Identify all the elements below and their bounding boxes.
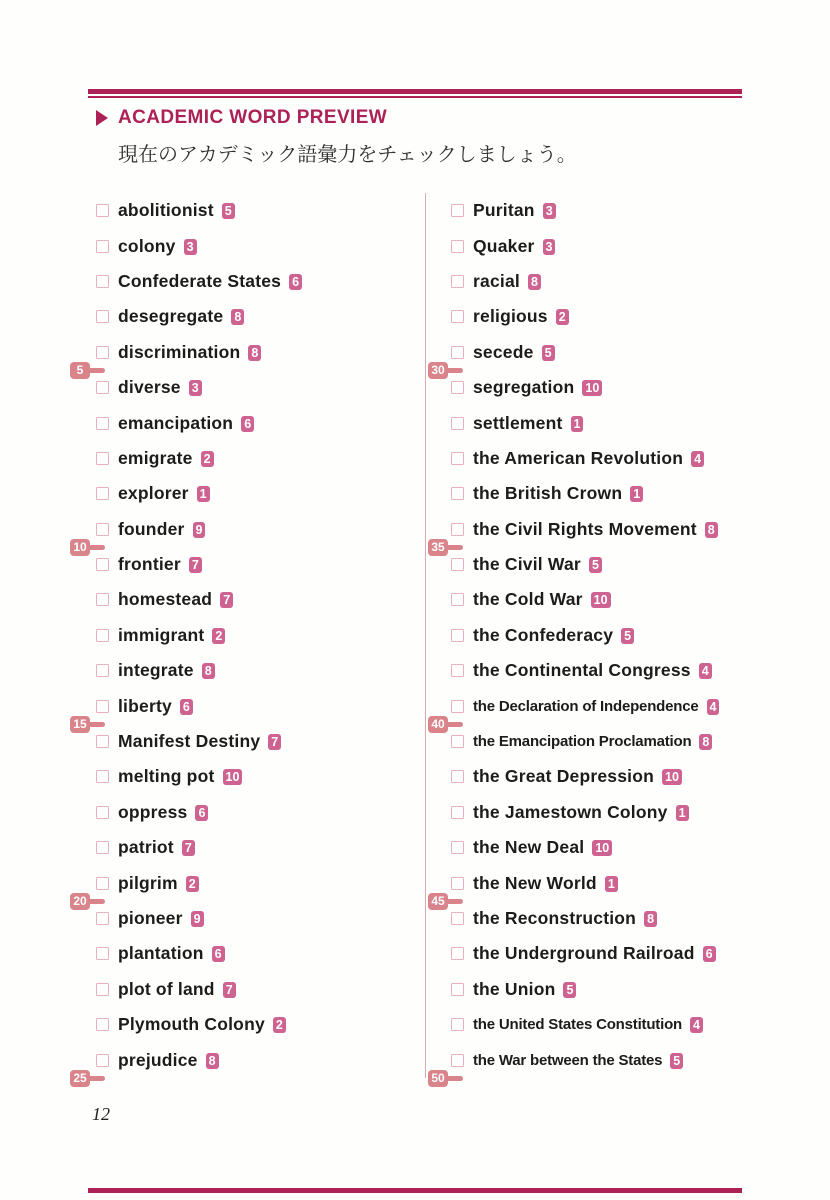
unit-number-badge: 7 (220, 592, 233, 608)
word-label: integrate (118, 660, 194, 681)
word-label: diverse (118, 377, 181, 398)
unit-number-badge: 5 (563, 982, 576, 998)
unit-number-badge: 7 (268, 734, 281, 750)
word-label: patriot (118, 837, 174, 858)
word-checkbox[interactable] (96, 983, 109, 996)
word-checkbox[interactable] (96, 417, 109, 430)
word-checkbox[interactable] (451, 381, 464, 394)
word-label: the New Deal (473, 837, 585, 858)
row-count-marker-stem (89, 899, 105, 904)
word-label: the Declaration of Independence (473, 697, 699, 715)
row-count-marker-number: 45 (428, 893, 448, 910)
unit-number-badge: 2 (186, 876, 199, 892)
row-count-marker (70, 362, 105, 379)
word-label: secede (473, 341, 534, 362)
word-list-item (73, 512, 425, 554)
word-checkbox[interactable] (96, 947, 109, 960)
word-checkbox[interactable] (451, 983, 464, 996)
word-list-item (88, 830, 425, 865)
word-list-item (426, 228, 742, 263)
word-label: abolitionist (118, 200, 214, 221)
row-count-marker-number: 10 (70, 539, 90, 556)
unit-number-badge: 2 (273, 1017, 286, 1033)
bottom-rule (88, 1188, 742, 1193)
word-list-item (426, 299, 742, 334)
word-list-item (426, 405, 742, 440)
word-label: emancipation (118, 412, 234, 433)
section-title: ACADEMIC WORD PREVIEW (118, 107, 388, 128)
row-count-marker-number: 5 (70, 362, 90, 379)
word-checkbox[interactable] (96, 381, 109, 394)
word-column-right (425, 193, 742, 1085)
section-subtitle: 現在のアカデミック語彙力をチェックしましょう。 (118, 142, 577, 166)
word-list-item (426, 972, 742, 1007)
unit-number-badge: 5 (670, 1053, 683, 1069)
word-list (73, 193, 742, 1085)
unit-number-badge: 2 (556, 309, 569, 325)
unit-number-badge: 1 (571, 416, 584, 432)
unit-number-badge: 1 (605, 876, 618, 892)
unit-number-badge: 8 (206, 1053, 219, 1069)
word-checkbox[interactable] (451, 841, 464, 854)
word-list-item (426, 512, 742, 554)
word-label: plot of land (118, 978, 215, 999)
word-checkbox[interactable] (96, 487, 109, 500)
unit-number-badge: 7 (223, 982, 236, 998)
unit-number-badge: 6 (703, 946, 716, 962)
row-count-marker (70, 893, 105, 910)
word-checkbox[interactable] (96, 310, 109, 323)
row-count-marker (70, 716, 105, 733)
word-list-item (88, 228, 425, 263)
unit-number-badge: 9 (193, 522, 206, 538)
word-label: frontier (118, 554, 181, 575)
unit-number-badge: 4 (690, 1017, 703, 1033)
row-count-marker-stem (89, 1076, 105, 1081)
word-list-item (88, 370, 425, 405)
word-label: racial (473, 270, 520, 291)
word-label: the Jamestown Colony (473, 801, 668, 822)
word-checkbox[interactable] (451, 310, 464, 323)
word-label: the Emancipation Proclamation (473, 733, 692, 751)
word-label: settlement (473, 412, 563, 433)
unit-number-badge: 10 (592, 840, 612, 856)
word-list-item (426, 830, 742, 865)
word-list-item (426, 618, 742, 653)
word-list-item (88, 653, 425, 688)
unit-number-badge: 2 (201, 451, 214, 467)
row-count-marker-number: 15 (70, 716, 90, 733)
word-list-item (73, 1042, 425, 1085)
word-list-item (426, 1042, 742, 1085)
word-label: desegregate (118, 306, 224, 327)
word-checkbox[interactable] (451, 1054, 464, 1067)
top-rule-thick-line (88, 89, 742, 94)
word-list-item (88, 1007, 425, 1042)
word-checkbox[interactable] (96, 452, 109, 465)
word-list-item (426, 547, 742, 582)
unit-number-badge: 5 (222, 203, 235, 219)
word-checkbox[interactable] (96, 877, 109, 890)
unit-number-badge: 8 (231, 309, 244, 325)
word-list-item (88, 936, 425, 971)
word-checkbox[interactable] (451, 629, 464, 642)
row-count-marker-number: 50 (428, 1070, 448, 1087)
unit-number-badge: 10 (662, 769, 682, 785)
word-list-item (426, 795, 742, 830)
word-label: immigrant (118, 624, 205, 645)
word-label: Plymouth Colony (118, 1014, 265, 1035)
row-count-marker (428, 893, 463, 910)
word-checkbox[interactable] (451, 877, 464, 890)
unit-number-badge: 8 (202, 663, 215, 679)
row-count-marker-stem (89, 722, 105, 727)
unit-number-badge: 1 (676, 805, 689, 821)
unit-number-badge: 2 (212, 628, 225, 644)
word-checkbox[interactable] (451, 487, 464, 500)
unit-number-badge: 4 (691, 451, 704, 467)
word-list-item (426, 901, 742, 936)
unit-number-badge: 6 (180, 699, 193, 715)
word-list-item (88, 405, 425, 440)
word-list-item (426, 582, 742, 617)
row-count-marker-stem (447, 368, 463, 373)
unit-number-badge: 10 (582, 380, 602, 396)
unit-number-badge: 6 (241, 416, 254, 432)
row-count-marker (428, 716, 463, 733)
word-label: homestead (118, 589, 213, 610)
word-checkbox[interactable] (451, 452, 464, 465)
row-count-marker-number: 30 (428, 362, 448, 379)
row-count-marker-stem (447, 545, 463, 550)
word-list-item (88, 901, 425, 936)
word-list-item (88, 582, 425, 617)
unit-number-badge: 5 (542, 345, 555, 361)
word-list-item (88, 795, 425, 830)
word-list-item (426, 441, 742, 476)
top-double-rule (88, 89, 742, 98)
word-label: founder (118, 518, 185, 539)
word-list-item (426, 688, 742, 731)
word-list-item (426, 936, 742, 971)
row-count-marker-stem (89, 545, 105, 550)
word-label: the American Revolution (473, 447, 684, 468)
row-count-marker (428, 539, 463, 556)
word-checkbox[interactable] (451, 912, 464, 925)
word-checkbox[interactable] (451, 806, 464, 819)
word-label: the War between the States (473, 1051, 663, 1069)
word-list-item (88, 441, 425, 476)
word-label: the Cold War (473, 589, 583, 610)
word-list-item (76, 335, 425, 377)
word-checkbox[interactable] (96, 240, 109, 253)
word-label: emigrate (118, 447, 193, 468)
word-label: the New World (473, 872, 597, 893)
word-label: Quaker (473, 235, 535, 256)
word-checkbox[interactable] (451, 593, 464, 606)
word-list-item (88, 972, 425, 1007)
word-label: the Great Depression (473, 766, 654, 787)
word-label: the Reconstruction (473, 908, 637, 928)
unit-number-badge: 4 (699, 663, 712, 679)
word-label: prejudice (118, 1049, 198, 1070)
unit-number-badge: 1 (197, 486, 210, 502)
unit-number-badge: 6 (289, 274, 302, 290)
word-label: the Union (473, 978, 556, 999)
unit-number-badge: 6 (195, 805, 208, 821)
word-label: religious (473, 306, 548, 327)
row-count-marker-stem (447, 722, 463, 727)
word-list-item (88, 547, 425, 582)
triangle-bullet-icon (96, 110, 108, 126)
word-list-item (88, 724, 425, 759)
word-list-item (88, 299, 425, 334)
word-list-item (426, 759, 742, 794)
row-count-marker (428, 1070, 463, 1087)
unit-number-badge: 5 (589, 557, 602, 573)
word-checkbox[interactable] (96, 700, 109, 713)
word-checkbox[interactable] (96, 664, 109, 677)
word-checkbox[interactable] (451, 523, 464, 536)
word-list-item (88, 476, 425, 511)
word-checkbox[interactable] (96, 806, 109, 819)
row-count-marker (428, 362, 463, 379)
word-list-item (426, 1007, 742, 1042)
word-list-item (426, 865, 742, 908)
word-checkbox[interactable] (96, 593, 109, 606)
word-checkbox[interactable] (96, 770, 109, 783)
word-list-item (426, 370, 742, 405)
unit-number-badge: 5 (621, 628, 634, 644)
row-count-marker-number: 20 (70, 893, 90, 910)
word-list-item (73, 688, 425, 731)
word-checkbox[interactable] (451, 735, 464, 748)
word-checkbox[interactable] (96, 1018, 109, 1031)
row-count-marker (70, 539, 105, 556)
word-checkbox[interactable] (96, 841, 109, 854)
word-checkbox[interactable] (451, 417, 464, 430)
unit-number-badge: 10 (223, 769, 243, 785)
word-list-item (426, 264, 742, 299)
word-checkbox[interactable] (96, 912, 109, 925)
word-label: colony (118, 235, 176, 256)
word-checkbox[interactable] (451, 204, 464, 217)
word-list-item (426, 476, 742, 511)
word-label: the Civil War (473, 554, 581, 575)
word-list-item (426, 653, 742, 688)
unit-number-badge: 6 (212, 946, 225, 962)
section-header (96, 107, 387, 129)
word-checkbox[interactable] (96, 629, 109, 642)
word-checkbox[interactable] (96, 735, 109, 748)
word-label: plantation (118, 943, 204, 964)
word-checkbox[interactable] (96, 523, 109, 536)
word-checkbox[interactable] (451, 947, 464, 960)
word-label: discrimination (118, 341, 241, 362)
unit-number-badge: 3 (189, 380, 202, 396)
word-label: Manifest Destiny (118, 731, 261, 752)
row-count-marker-number: 25 (70, 1070, 90, 1087)
word-label: the Continental Congress (473, 660, 691, 681)
page-number: 12 (92, 1104, 110, 1124)
word-checkbox[interactable] (451, 664, 464, 677)
unit-number-badge: 8 (644, 911, 657, 927)
word-checkbox[interactable] (96, 558, 109, 571)
unit-number-badge: 4 (707, 699, 720, 715)
word-label: Puritan (473, 200, 535, 221)
word-list-item (426, 193, 742, 228)
word-checkbox[interactable] (96, 1054, 109, 1067)
word-list-item (88, 264, 425, 299)
word-checkbox[interactable] (451, 346, 464, 359)
top-rule-thin-line (88, 96, 742, 98)
word-label: pioneer (118, 908, 183, 928)
word-column-left (73, 193, 425, 1085)
word-label: pilgrim (118, 872, 178, 893)
unit-number-badge: 8 (528, 274, 541, 290)
row-count-marker-stem (447, 1076, 463, 1081)
word-list-item (73, 865, 425, 908)
word-label: segregation (473, 377, 575, 398)
word-checkbox[interactable] (451, 1018, 464, 1031)
word-checkbox[interactable] (451, 558, 464, 571)
unit-number-badge: 3 (184, 239, 197, 255)
word-label: the British Crown (473, 483, 623, 504)
word-label: Confederate States (118, 270, 282, 291)
word-label: the Underground Railroad (473, 943, 695, 964)
word-list-item (426, 724, 742, 759)
unit-number-badge: 8 (699, 734, 712, 750)
word-list-item (426, 335, 742, 377)
unit-number-badge: 3 (543, 239, 556, 255)
unit-number-badge: 1 (630, 486, 643, 502)
word-label: melting pot (118, 766, 215, 787)
word-label: explorer (118, 483, 189, 504)
row-count-marker-stem (89, 368, 105, 373)
word-checkbox[interactable] (96, 275, 109, 288)
word-checkbox[interactable] (451, 275, 464, 288)
word-label: the United States Constitution (473, 1016, 682, 1034)
word-checkbox[interactable] (451, 770, 464, 783)
word-list-item (88, 193, 425, 228)
unit-number-badge: 7 (189, 557, 202, 573)
row-count-marker-stem (447, 899, 463, 904)
word-checkbox[interactable] (96, 204, 109, 217)
unit-number-badge: 8 (705, 522, 718, 538)
word-checkbox[interactable] (96, 346, 109, 359)
word-list-item (88, 618, 425, 653)
word-checkbox[interactable] (451, 240, 464, 253)
row-count-marker-number: 40 (428, 716, 448, 733)
unit-number-badge: 3 (543, 203, 556, 219)
word-label: the Civil Rights Movement (473, 518, 697, 539)
word-label: oppress (118, 801, 188, 822)
unit-number-badge: 10 (591, 592, 611, 608)
unit-number-badge: 9 (191, 911, 204, 927)
word-list-item (88, 759, 425, 794)
unit-number-badge: 7 (182, 840, 195, 856)
unit-number-badge: 8 (248, 345, 261, 361)
row-count-marker-number: 35 (428, 539, 448, 556)
row-count-marker (70, 1070, 105, 1087)
word-label: liberty (118, 695, 172, 716)
word-checkbox[interactable] (451, 700, 464, 713)
word-label: the Confederacy (473, 624, 614, 645)
